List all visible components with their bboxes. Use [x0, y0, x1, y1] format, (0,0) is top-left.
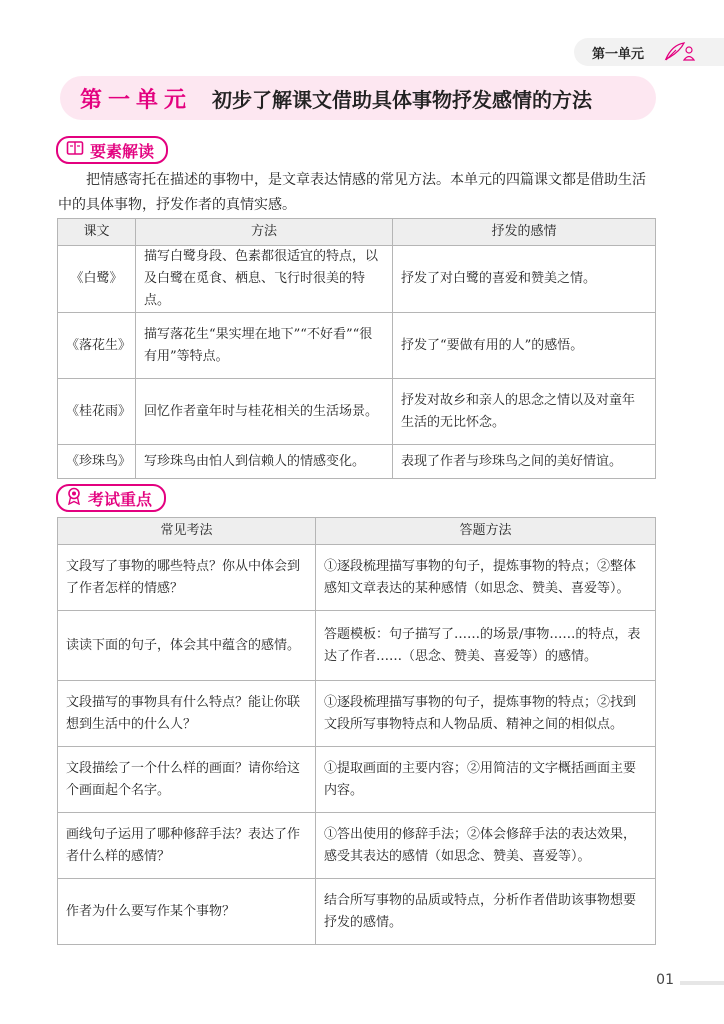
exam-table — [57, 517, 656, 945]
table-row — [58, 545, 656, 611]
feather-icon — [662, 41, 696, 67]
unit-title-banner — [60, 76, 656, 120]
method-cell: 回忆作者童年时与桂花相关的生活场景。 — [136, 379, 393, 445]
table-row — [58, 379, 656, 445]
emotion-cell: 抒发对故乡和亲人的思念之情以及对童年生活的无比怀念。 — [393, 379, 656, 445]
method-cell: 描写白鹭身段、色素都很适宜的特点，以及白鹭在觅食、栖息、飞行时很美的特点。 — [136, 246, 393, 313]
section-title: 考试重点 — [88, 489, 153, 509]
answer-cell: 答题模板：句子描写了……的场景/事物……的特点，表达了作者……（思念、赞美、喜爱等）的感情。 — [316, 611, 656, 681]
emotion-cell: 表现了作者与珍珠鸟之间的美好情谊。 — [393, 445, 656, 479]
table-header-row — [58, 518, 656, 545]
table-header-row — [58, 219, 656, 246]
lesson-cell: 《珍珠鸟》 — [58, 445, 136, 479]
elements-table — [57, 218, 656, 479]
column-header: 抒发的感情 — [393, 219, 656, 246]
book-icon — [66, 140, 84, 160]
banner-unit: 第一单元 — [80, 88, 193, 113]
lesson-cell: 《白鹭》 — [58, 246, 136, 313]
lesson-cell: 《落花生》 — [58, 313, 136, 379]
table-row — [58, 813, 656, 879]
section-head-elements — [56, 136, 168, 164]
table-row — [58, 611, 656, 681]
answer-cell: 结合所写事物的品质或特点，分析作者借助该事物想要抒发的感情。 — [316, 879, 656, 945]
question-cell: 画线句子运用了哪种修辞手法？表达了作者什么样的感情？ — [58, 813, 316, 879]
method-cell: 写珍珠鸟由怕人到信赖人的情感变化。 — [136, 445, 393, 479]
answer-cell: ①逐段梳理描写事物的句子，提炼事物的特点；②整体感知文章表达的某种感情（如思念、赞美、喜爱等）。 — [316, 545, 656, 611]
medal-icon — [66, 487, 82, 509]
question-cell: 文段描写的事物具有什么特点？能让你联想到生活中的什么人？ — [58, 681, 316, 747]
intro-paragraph: 把情感寄托在描述的事物中，是文章表达情感的常见方法。本单元的四篇课文都是借助生活中的具体事物，抒发作者的真情实感。 — [58, 172, 646, 213]
answer-cell: ①答出使用的修辞手法；②体会修辞手法的表达效果，感受其表达的感情（如思念、赞美、喜爱等）。 — [316, 813, 656, 879]
page-divider — [680, 981, 724, 985]
question-cell: 读读下面的句子，体会其中蕴含的感情。 — [58, 611, 316, 681]
column-header: 答题方法 — [316, 518, 656, 545]
emotion-cell: 抒发了“要做有用的人”的感悟。 — [393, 313, 656, 379]
unit-tab — [574, 38, 724, 66]
answer-cell: ①逐段梳理描写事物的句子，提炼事物的特点；②找到文段所写事物特点和人物品质、精神之间的相似点。 — [316, 681, 656, 747]
table-row — [58, 246, 656, 313]
column-header: 常见考法 — [58, 518, 316, 545]
table-row — [58, 747, 656, 813]
question-cell: 文段描绘了一个什么样的画面？请你给这个画面起个名字。 — [58, 747, 316, 813]
emotion-cell: 抒发了对白鹭的喜爱和赞美之情。 — [393, 246, 656, 313]
table-row — [58, 681, 656, 747]
table-row — [58, 879, 656, 945]
section-title: 要素解读 — [90, 141, 155, 161]
question-cell: 文段写了事物的哪些特点？你从中体会到了作者怎样的情感？ — [58, 545, 316, 611]
section-head-exam — [56, 484, 166, 512]
page-number: 01 — [656, 972, 674, 988]
answer-cell: ①提取画面的主要内容；②用简洁的文字概括画面主要内容。 — [316, 747, 656, 813]
column-header: 方法 — [136, 219, 393, 246]
column-header: 课文 — [58, 219, 136, 246]
table-row — [58, 313, 656, 379]
question-cell: 作者为什么要写作某个事物？ — [58, 879, 316, 945]
unit-label: 第一单元 — [592, 47, 645, 62]
lesson-cell: 《桂花雨》 — [58, 379, 136, 445]
table-row — [58, 445, 656, 479]
method-cell: 描写落花生“果实埋在地下”“不好看”“很有用”等特点。 — [136, 313, 393, 379]
banner-title: 初步了解课文借助具体事物抒发感情的方法 — [212, 88, 592, 112]
